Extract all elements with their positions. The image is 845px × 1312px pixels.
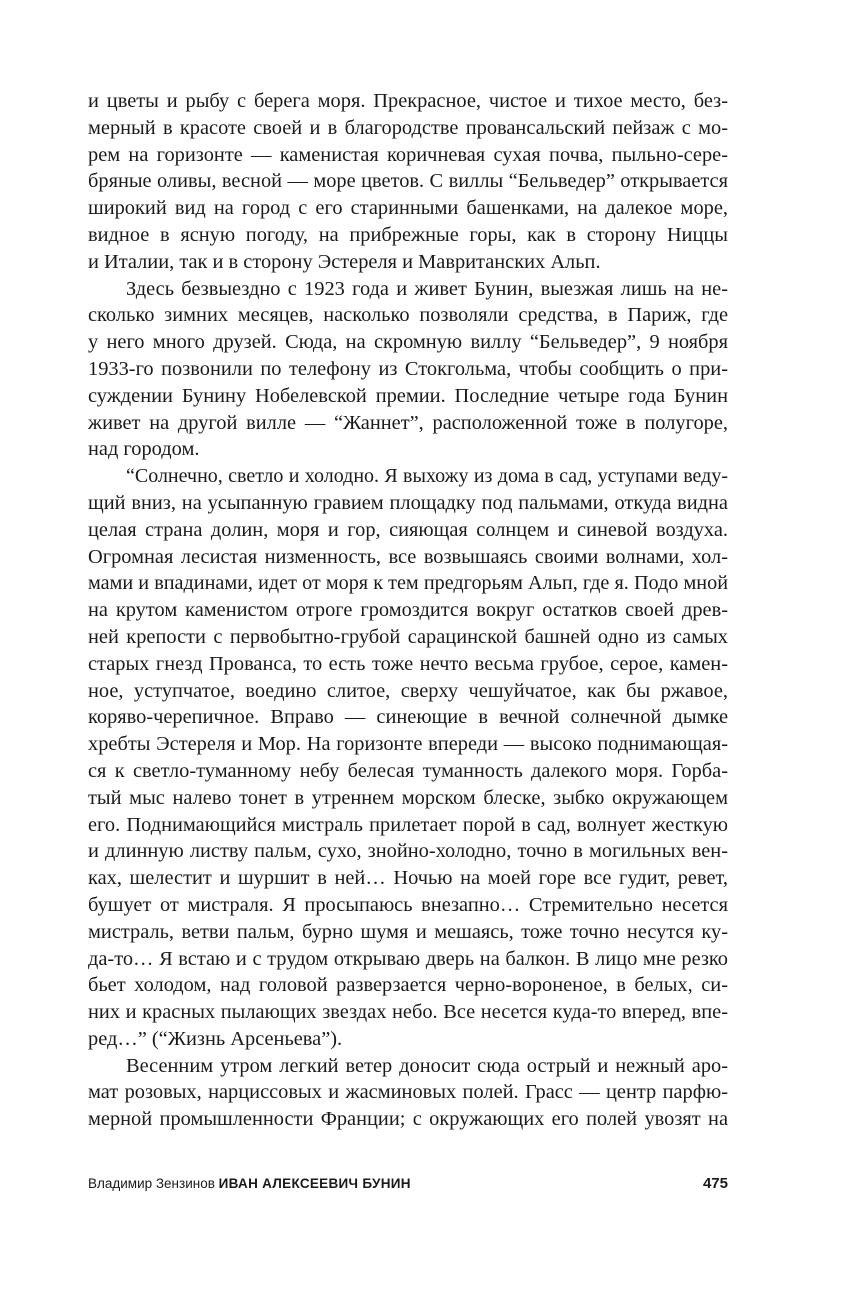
text-line: ное, уступчатое, воедино слитое, сверху чешуйчатое, как бы ржавое, bbox=[88, 679, 728, 702]
text-line: старых гнезд Прованса, то есть тоже нечто весьма грубое, серое, камен- bbox=[88, 652, 728, 675]
text-line: и цветы и рыбу с берега моря. Прекрасное, чистое и тихое место, без- bbox=[88, 90, 728, 112]
text-line: ся к светло-туманному небу белесая туманность далекого моря. Горба- bbox=[88, 759, 728, 782]
paragraph bbox=[88, 463, 728, 1053]
text-line: 1933-го позвонили по телефону из Стокгольма, чтобы сообщить о при- bbox=[88, 357, 728, 380]
text-line: над городом. bbox=[88, 438, 200, 461]
text-line: целая страна долин, моря и гор, сияющая солнцем и синевой воздуха. bbox=[88, 518, 728, 541]
text-line: щий вниз, на усыпанную гравием площадку под пальмами, откуда видна bbox=[88, 491, 728, 514]
text-line: у него много друзей. Сюда, на скромную виллу “Бельведер”, 9 ноября bbox=[88, 331, 728, 354]
text-line: бушует от мистраля. Я просыпаюсь внезапно… Стремительно несется bbox=[88, 893, 728, 916]
text-line: ках, шелестит и шуршит в ней… Ночью на моей горе все гудит, ревет, bbox=[88, 867, 728, 890]
text-line: и длинную листву пальм, сухо, знойно-холодно, точно в могильных вен- bbox=[88, 840, 728, 863]
text-line: рем на горизонте — каменистая коричневая сухая почва, пыльно-сере- bbox=[88, 143, 728, 166]
paragraph bbox=[88, 276, 728, 464]
text-line: мами и впадинами, идет от моря к тем предгорьям Альп, где я. Подо мной bbox=[88, 572, 728, 595]
text-line: хребты Эстереля и Мор. На горизонте впереди — высоко поднимающая- bbox=[88, 733, 728, 756]
paragraph bbox=[88, 1053, 728, 1133]
text-line: “Солнечно, светло и холодно. Я выхожу из дома в сад, уступами веду- bbox=[126, 465, 728, 488]
text-line: них и красных пылающих звездах небо. Все несется куда-то вперед, впе- bbox=[88, 1001, 728, 1024]
footer-author: Владимир Зензинов bbox=[88, 1176, 215, 1191]
text-line: и Италии, так и в сторону Эстереля и Мавританских Альп. bbox=[88, 250, 601, 273]
paragraph bbox=[88, 88, 728, 276]
text-line: ред…” (“Жизнь Арсеньева”). bbox=[88, 1027, 343, 1050]
text-line: живет на другой вилле — “Жаннет”, расположенной тоже в полугоре, bbox=[88, 411, 728, 434]
text-line: бьет холодом, над головой разверзается черно-вороненое, в белых, си- bbox=[88, 974, 728, 997]
text-line: тый мыс налево тонет в утреннем морском блеске, зыбко окружающем bbox=[88, 786, 728, 809]
text-line: мат розовых, нарциссовых и жасминовых полей. Грасс — центр парфю- bbox=[88, 1081, 728, 1104]
text-line: мистраль, ветви пальм, бурно шумя и мешаясь, тоже точно несутся ку- bbox=[88, 920, 728, 943]
running-footer bbox=[88, 1176, 728, 1198]
text-line: мерной промышленности Франции; с окружающих его полей увозят на bbox=[88, 1108, 728, 1131]
text-line: коряво-черепичное. Вправо — синеющие в вечной солнечной дымке bbox=[88, 706, 728, 729]
text-line: бряные оливы, весной — море цветов. С виллы “Бельведер” открывается bbox=[88, 170, 728, 193]
page-body bbox=[88, 88, 728, 1133]
text-line: его. Поднимающийся мистраль прилетает порой в сад, волнует жесткую bbox=[88, 813, 728, 836]
text-line: суждении Бунину Нобелевской премии. Последние четыре года Бунин bbox=[88, 384, 728, 407]
text-line: Здесь безвыездно с 1923 года и живет Бунин, выезжая лишь на не- bbox=[126, 277, 728, 300]
text-line: Весенним утром легкий ветер доносит сюда острый и нежный аро- bbox=[126, 1054, 728, 1077]
text-line: Огромная лесистая низменность, все возвышаясь своими волнами, хол- bbox=[88, 545, 728, 568]
page-number: 475 bbox=[702, 1175, 728, 1192]
text-line: сколько зимних месяцев, насколько позволяли средства, в Париж, где bbox=[88, 304, 728, 327]
text-line: да-то… Я встаю и с трудом открываю дверь на балкон. В лицо мне резко bbox=[88, 947, 728, 970]
text-line: на крутом каменистом отроге громоздится вокруг остатков своей древ- bbox=[88, 599, 728, 622]
footer-book-title: ИВАН АЛЕКСЕЕВИЧ БУНИН bbox=[218, 1176, 411, 1191]
text-line: широкий вид на город с его старинными башенками, на далекое море, bbox=[88, 197, 728, 220]
text-line: ней крепости с первобытно-грубой сарацинской башней одно из самых bbox=[88, 625, 728, 648]
text-line: мерный в красоте своей и в благородстве провансальский пейзаж с мо- bbox=[88, 116, 728, 139]
text-line: видное в ясную погоду, на прибрежные горы, как в сторону Ниццы bbox=[88, 223, 728, 246]
